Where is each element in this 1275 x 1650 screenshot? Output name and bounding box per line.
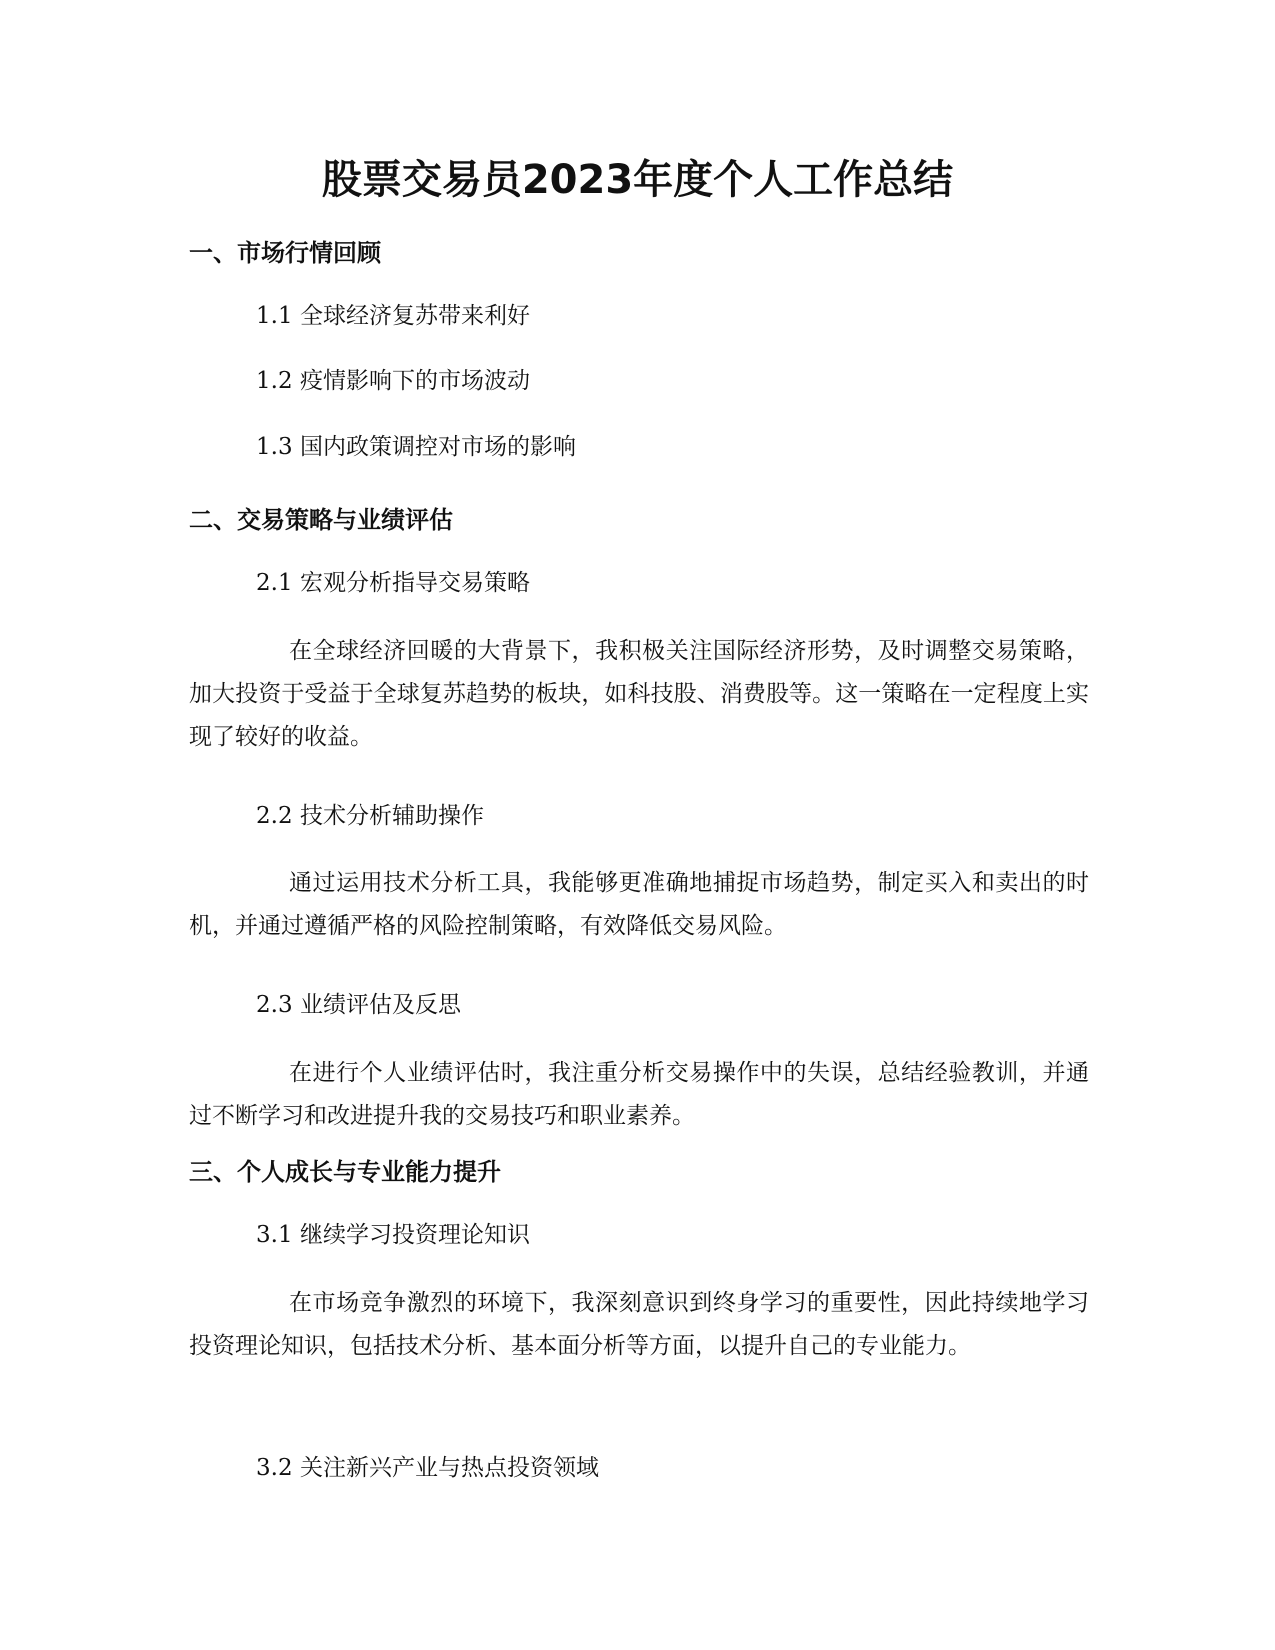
subsection-heading-2-1	[256, 566, 530, 600]
subsection-number: 2.2	[256, 803, 293, 829]
subsection-number: 1.3	[256, 434, 293, 460]
subsection-title: 全球经济复苏带来利好	[300, 303, 530, 329]
subsection-number: 1.2	[256, 368, 293, 394]
section-heading-1: 一、市场行情回顾	[189, 239, 381, 267]
paragraph-3-1: 在市场竞争激烈的环境下，我深刻意识到终身学习的重要性，因此持续地学习投资理论知识，包括技术分析、基本面分析等方面，以提升自己的专业能力。	[189, 1290, 1089, 1359]
subsection-heading-3-1	[256, 1218, 530, 1252]
subsection-heading-1-1	[256, 299, 530, 333]
subsection-heading-1-2	[256, 364, 530, 398]
subsection-heading-2-3	[256, 988, 461, 1022]
subsection-heading-1-3	[256, 430, 576, 464]
section-heading-3: 三、个人成长与专业能力提升	[189, 1158, 501, 1186]
paragraph-2-1: 在全球经济回暖的大背景下，我积极关注国际经济形势，及时调整交易策略，加大投资于受益于全球复苏趋势的板块，如科技股、消费股等。这一策略在一定程度上实现了较好的收益。	[189, 638, 1089, 750]
subsection-title: 疫情影响下的市场波动	[300, 368, 530, 394]
subsection-title: 国内政策调控对市场的影响	[300, 434, 576, 460]
subsection-heading-2-2	[256, 799, 484, 833]
paragraph-2-2: 通过运用技术分析工具，我能够更准确地捕捉市场趋势，制定买入和卖出的时机，并通过遵循严格的风险控制策略，有效降低交易风险。	[189, 870, 1089, 939]
subsection-number: 2.3	[256, 992, 293, 1018]
paragraph-2-3: 在进行个人业绩评估时，我注重分析交易操作中的失误，总结经验教训，并通过不断学习和改进提升我的交易技巧和职业素养。	[189, 1060, 1089, 1129]
subsection-title: 关注新兴产业与热点投资领域	[300, 1455, 599, 1481]
subsection-heading-3-2	[256, 1451, 599, 1485]
subsection-title: 技术分析辅助操作	[300, 803, 484, 829]
subsection-title: 继续学习投资理论知识	[300, 1222, 530, 1248]
subsection-title: 宏观分析指导交易策略	[300, 570, 530, 596]
subsection-number: 3.2	[256, 1455, 293, 1481]
subsection-number: 1.1	[256, 303, 293, 329]
document-title: 股票交易员2023年度个人工作总结	[321, 157, 954, 203]
subsection-number: 3.1	[256, 1222, 293, 1248]
section-heading-2: 二、交易策略与业绩评估	[189, 506, 453, 534]
subsection-title: 业绩评估及反思	[300, 992, 461, 1018]
subsection-number: 2.1	[256, 570, 293, 596]
